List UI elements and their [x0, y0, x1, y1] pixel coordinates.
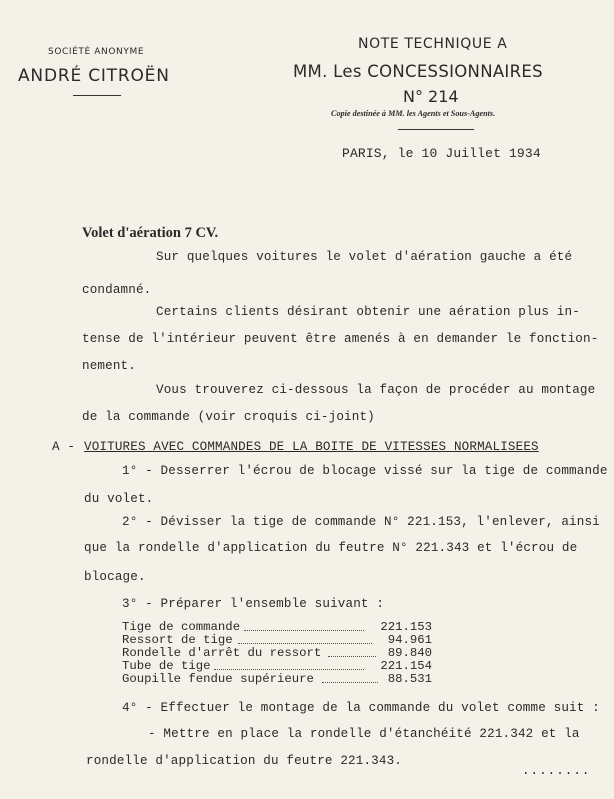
- part-number: 221.154: [380, 659, 432, 673]
- place-date: PARIS, le 10 Juillet 1934: [342, 146, 541, 161]
- step-line: - Mettre en place la rondelle d'étanchéité 221.342 et la: [148, 727, 580, 741]
- step-line: du volet.: [84, 492, 154, 506]
- parts-row: [122, 659, 432, 673]
- continuation-marks: ........: [522, 764, 591, 778]
- part-name: Rondelle d'arrêt du ressort: [122, 646, 322, 660]
- parts-row: [122, 620, 432, 634]
- part-name: Tube de tige: [122, 659, 211, 673]
- paragraph-line: Sur quelques voitures le volet d'aération gauche a été: [156, 250, 573, 264]
- leader-dots: [238, 643, 372, 644]
- paragraph-line: de la commande (voir croquis ci-joint): [82, 410, 375, 424]
- part-name: Goupille fendue supérieure: [122, 672, 314, 686]
- part-number: 94.961: [387, 633, 432, 647]
- company-name: ANDRÉ CITROËN: [18, 66, 170, 86]
- leader-dots: [214, 669, 364, 670]
- leader-dots: [244, 630, 364, 631]
- paragraph-line: tense de l'intérieur peuvent être amenés à en demander le fonction-: [82, 332, 599, 346]
- step-line: blocage.: [84, 570, 146, 584]
- section-heading: VOITURES AVEC COMMANDES DE LA BOITE DE VITESSES NORMALISEES: [84, 440, 539, 454]
- part-name: Ressort de tige: [122, 633, 233, 647]
- step-line: rondelle d'application du feutre 221.343.: [86, 754, 403, 768]
- parts-row: [122, 672, 432, 686]
- parts-row: [122, 646, 432, 660]
- part-number: 88.531: [387, 672, 432, 686]
- part-number: 221.153: [380, 620, 432, 634]
- part-number: 89.840: [387, 646, 432, 660]
- paragraph-line: Vous trouverez ci-dessous la façon de procéder au montage: [156, 383, 596, 397]
- note-number: N° 214: [403, 87, 459, 106]
- step-line: 3° - Préparer l'ensemble suivant :: [122, 597, 385, 611]
- paragraph-line: nement.: [82, 359, 136, 373]
- paragraph-line: condamné.: [82, 283, 152, 297]
- copy-note: Copie destinée à MM. les Agents et Sous-Agents.: [331, 109, 496, 118]
- part-name: Tige de commande: [122, 620, 241, 634]
- leader-dots: [328, 656, 376, 657]
- paragraph-line: Certains clients désirant obtenir une aération plus in-: [156, 305, 580, 319]
- subject-heading: Volet d'aération 7 CV.: [82, 225, 219, 241]
- step-line: 4° - Effectuer le montage de la commande du volet comme suit :: [122, 701, 600, 715]
- company-rule: [73, 95, 121, 96]
- recipients: MM. Les CONCESSIONNAIRES: [293, 62, 543, 81]
- parts-row: [122, 633, 432, 647]
- leader-dots: [322, 682, 378, 683]
- header-rule: [398, 129, 474, 130]
- step-line: 2° - Dévisser la tige de commande N° 221.153, l'enlever, ainsi: [122, 515, 600, 529]
- note-title: NOTE TECHNIQUE A: [358, 36, 508, 52]
- step-line: 1° - Desserrer l'écrou de blocage vissé sur la tige de commande: [122, 464, 608, 478]
- step-line: que la rondelle d'application du feutre N° 221.343 et l'écrou de: [84, 541, 578, 555]
- section-prefix: A -: [52, 440, 76, 454]
- company-type: SOCIÉTÉ ANONYME: [48, 47, 145, 57]
